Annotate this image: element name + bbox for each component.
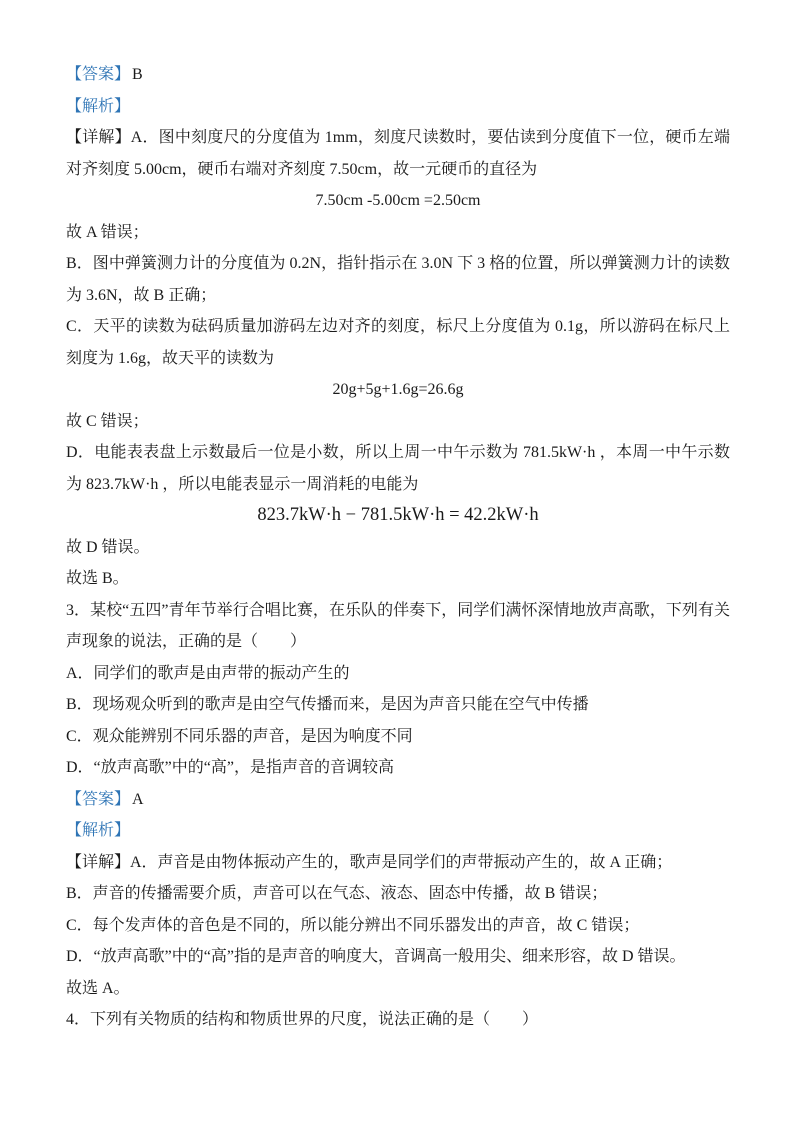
explanation-paragraph-d: D．电能表表盘上示数最后一位是小数，所以上周一中午示数为 781.5kW·h ，本周一中午示数为 823.7kW·h ，所以电能表显示一周消耗的电能为 [66, 444, 730, 493]
formula-ruler-reading: 7.50cm -5.00cm =2.50cm [315, 192, 481, 209]
answer-line [66, 59, 730, 91]
formula-balance-reading: 20g+5g+1.6g=26.6g [332, 381, 464, 398]
answer-value: B [132, 66, 143, 83]
final-answer-statement-q3: 故选 A。 [66, 979, 130, 997]
analysis-label: 【解析】 [66, 97, 131, 115]
q3-explanation-c: C．每个发声体的音色是不同的，所以能分辨出不同乐器发出的声音，故 C 错误； [66, 916, 640, 934]
answer-line [66, 784, 730, 816]
explanation-paragraph-b: B．图中弹簧测力计的分度值为 0.2N，指针指示在 3.0N 下 3 格的位置，所以弹簧测力计的读数为 3.6N，故 B 正确； [66, 255, 730, 304]
q3-explanation-d: D．“放声高歌”中的“高”指的是声音的响度大，音调高一般用尖、细来形容，故 D 错误。 [66, 948, 686, 965]
question-3-option-a: A．同学们的歌声是由声带的振动产生的 [66, 664, 350, 682]
conclusion-a: 故 A 错误； [66, 223, 149, 241]
question-4-stem: 4．下列有关物质的结构和物质世界的尺度，说法正确的是（ ） [66, 1011, 539, 1028]
answer-label: 【答案】 [66, 66, 131, 83]
formula-energy-consumption: 823.7kW·h − 781.5kW·h = 42.2kW·h [257, 505, 539, 525]
conclusion-c: 故 C 错误； [66, 412, 149, 430]
question-3-option-d: D．“放声高歌”中的“高”，是指声音的音调较高 [66, 759, 394, 776]
explanation-paragraph-c: C．天平的读数为砝码质量加游码左边对齐的刻度，标尺上分度值为 0.1g，所以游码在标尺上刻度为 1.6g，故天平的读数为 [66, 318, 730, 367]
analysis-line [66, 91, 730, 123]
answer-value: A [132, 790, 144, 808]
q3-explanation-b: B．声音的传播需要介质，声音可以在气态、液态、固态中传播，故 B 错误； [66, 885, 608, 902]
conclusion-d: 故 D 错误。 [66, 538, 150, 556]
question-3-option-b: B．现场观众听到的歌声是由空气传播而来，是因为声音只能在空气中传播 [66, 696, 589, 713]
explanation-paragraph-a: 【详解】A．图中刻度尺的分度值为 1mm，刻度尺读数时，要估读到分度值下一位，硬币左端对齐刻度 5.00cm，硬币右端对齐刻度 7.50cm，故一元硬币的直径为 [66, 129, 730, 178]
analysis-line [66, 815, 730, 847]
final-answer-statement-q2: 故选 B。 [66, 570, 129, 587]
analysis-label: 【解析】 [66, 822, 131, 839]
q3-explanation-a: 【详解】A．声音是由物体振动产生的，歌声是同学们的声带振动产生的，故 A 正确； [66, 853, 673, 871]
question-3-stem: 3．某校“五四”青年节举行合唱比赛，在乐队的伴奏下，同学们满怀深情地放声高歌，下列有关声现象的说法，正确的是（ ） [66, 601, 730, 650]
question-3-option-c: C．观众能辨别不同乐器的声音，是因为响度不同 [66, 727, 413, 745]
answer-label: 【答案】 [66, 790, 131, 808]
